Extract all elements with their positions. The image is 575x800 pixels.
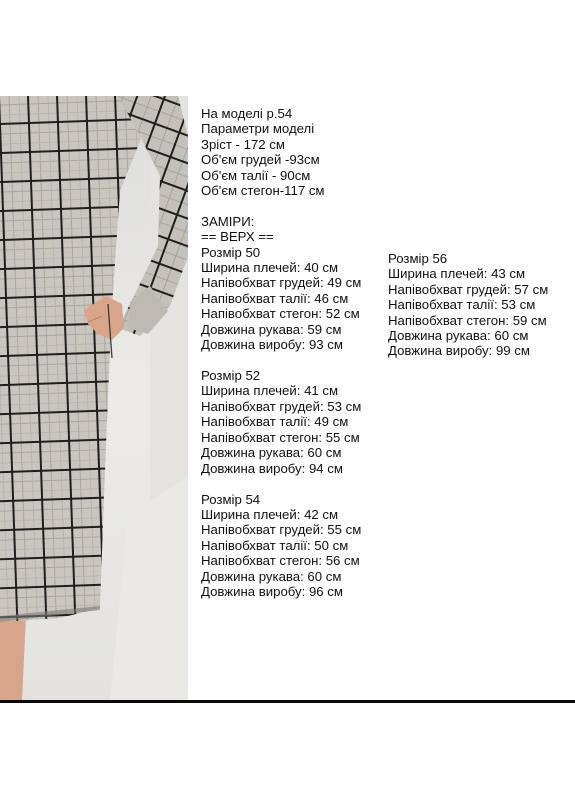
size-54-shoulders: Ширина плечей: 42 см — [201, 506, 339, 522]
size-52-sleeve: Довжина рукава: 60 см — [201, 445, 342, 461]
leg — [0, 616, 26, 700]
size-52-title: Розмір 52 — [201, 368, 261, 384]
size-50-shoulders: Ширина плечей: 40 см — [201, 260, 339, 276]
size-52-waist: Напівобхват талії: 49 см — [201, 414, 349, 430]
model-waist-text: Об'єм талії - 90см — [201, 167, 311, 183]
size-54-hips: Напівобхват стегон: 56 см — [201, 553, 360, 569]
size-50-title: Розмір 50 — [201, 244, 261, 260]
size-56-length: Довжина виробу: 99 см — [388, 343, 530, 359]
size-50-length: Довжина виробу: 93 см — [201, 337, 343, 353]
model-chest-text: Об'єм грудей -93см — [201, 152, 320, 168]
size-56-chest: Напівобхват грудей: 57 см — [388, 281, 549, 297]
size-50-hips: Напівобхват стегон: 52 см — [201, 306, 360, 322]
size-52-length: Довжина виробу: 94 см — [201, 460, 343, 476]
size-52-chest: Напівобхват грудей: 53 см — [201, 398, 362, 414]
measurements-section-top: == ВЕРХ == — [201, 229, 274, 245]
size-54-chest: Напівобхват грудей: 55 см — [201, 522, 362, 538]
size-54-length: Довжина виробу: 96 см — [201, 583, 343, 599]
size-50-waist: Напівобхват талії: 46 см — [201, 290, 349, 306]
description-right-column — [388, 251, 548, 359]
size-52-shoulders: Ширина плечей: 41 см — [201, 383, 339, 399]
size-56-sleeve: Довжина рукава: 60 см — [388, 328, 529, 344]
bottom-margin — [0, 700, 575, 800]
product-photo — [0, 96, 188, 700]
size-54-sleeve: Довжина рукава: 60 см — [201, 568, 342, 584]
model-hips-text: Об'єм стегон-117 см — [201, 183, 325, 199]
model-params-heading: Параметри моделі — [201, 121, 315, 137]
dress-photo-illustration — [0, 96, 188, 700]
size-56-hips: Напівобхват стегон: 59 см — [388, 312, 547, 328]
model-height-text: Зріст - 172 см — [201, 136, 285, 152]
size-52-hips: Напівобхват стегон: 55 см — [201, 429, 360, 445]
size-56-waist: Напівобхват талії: 53 см — [388, 297, 536, 313]
size-50-chest: Напівобхват грудей: 49 см — [201, 275, 362, 291]
size-50-sleeve: Довжина рукава: 59 см — [201, 321, 342, 337]
description-left-column — [201, 106, 361, 599]
size-56-title: Розмір 56 — [388, 251, 448, 266]
top-margin — [0, 0, 575, 96]
model-size-text: На моделі р.54 — [201, 106, 293, 121]
size-54-waist: Напівобхват талії: 50 см — [201, 537, 349, 553]
measurements-heading: ЗАМІРИ: — [201, 213, 255, 229]
size-54-title: Розмір 54 — [201, 491, 261, 507]
size-56-shoulders: Ширина плечей: 43 см — [388, 266, 526, 282]
